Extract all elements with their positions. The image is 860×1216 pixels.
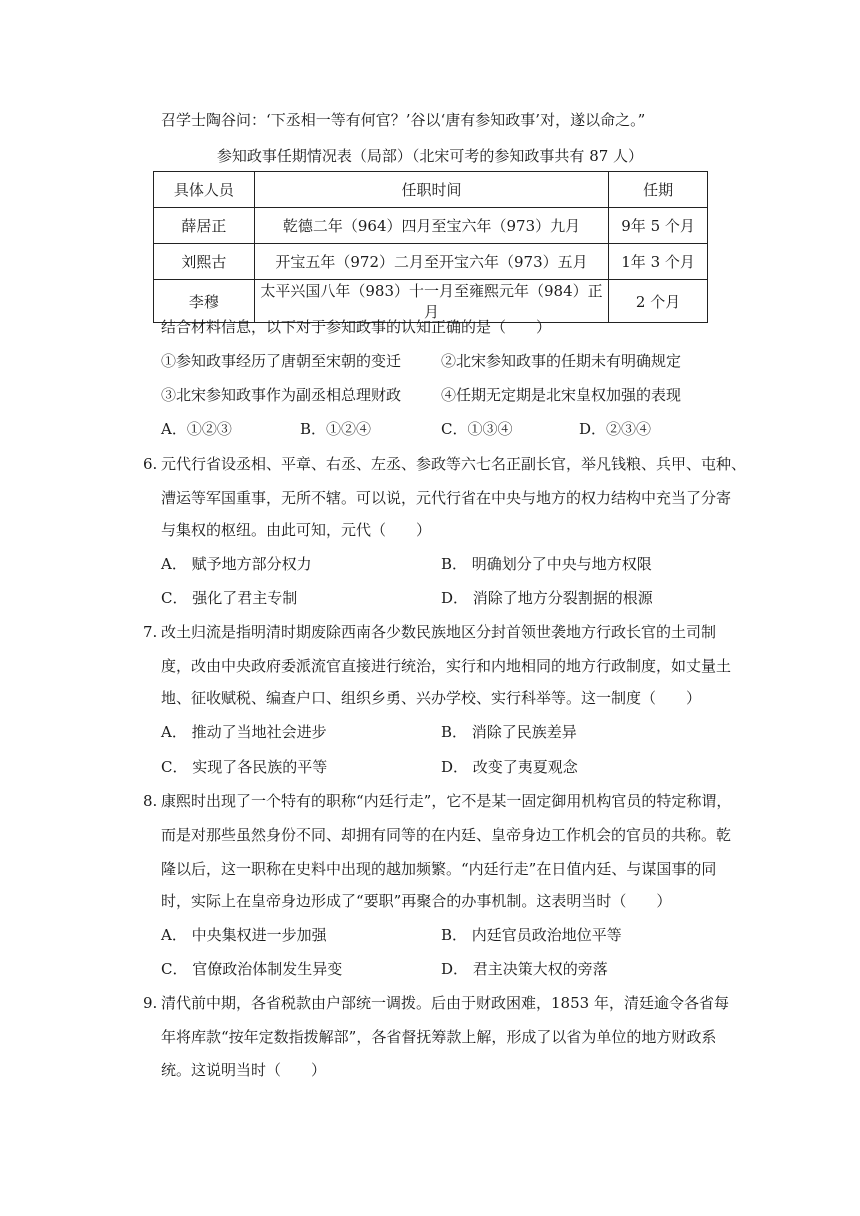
q8-option-d[interactable]: D． 君主决策大权的旁落 (441, 960, 608, 978)
q9-text-line: 清代前中期，各省税款由户部统一调拨。后由于财政困难，1853 年，清廷逾令各省每 (161, 994, 729, 1012)
q5-statement: ④任期无定期是北宋皇权加强的表现 (441, 386, 682, 404)
q8-text-line: 而是对那些虽然身份不同、却拥有同等的在内廷、皇帝身边工作机会的官员的共称。乾 (161, 826, 732, 844)
q5-option-a[interactable]: A．①②③ (161, 420, 232, 438)
q7-text-line: 度，改由中央政府委派流官直接进行统治，实行和内地相同的地方行政制度，如丈量土 (161, 657, 732, 675)
table-row (154, 208, 708, 244)
tenure-table (153, 171, 708, 323)
q7-text-line: 地、征收赋税、编查户口、组织乡勇、兴办学校、实行科举等。这一制度（ ） (161, 689, 702, 707)
q7-option-a[interactable]: A． 推动了当地社会进步 (161, 723, 327, 741)
table-cell: 1年 3 个月 (609, 244, 708, 280)
table-cell: 李穆 (154, 280, 255, 323)
table-row (154, 244, 708, 280)
table-cell: 2 个月 (609, 280, 708, 323)
q8-number: 8. (143, 792, 158, 810)
q8-option-a[interactable]: A． 中央集权进一步加强 (161, 926, 327, 944)
q6-option-c[interactable]: C． 强化了君主专制 (161, 589, 298, 607)
q7-number: 7. (143, 623, 158, 641)
material-quote: 召学士陶谷问：‘下丞相一等有何官？’谷以‘唐有参知政事’对，遂以命之。” (161, 111, 646, 129)
table-header-cell: 任职时间 (254, 172, 608, 208)
q7-option-b[interactable]: B． 消除了民族差异 (441, 723, 577, 741)
q8-option-c[interactable]: C． 官僚政治体制发生异变 (161, 960, 343, 978)
q6-number: 6. (143, 455, 158, 473)
q7-option-c[interactable]: C． 实现了各民族的平等 (161, 758, 328, 776)
q8-text-line: 时，实际上在皇帝身边形成了“要职”再聚合的办事机制。这表明当时（ ） (161, 892, 672, 910)
q5-option-c[interactable]: C．①③④ (441, 420, 513, 438)
table-cell: 太平兴国八年（983）十一月至雍熙元年（984）正月 (254, 280, 608, 323)
table-cell: 刘熙古 (154, 244, 255, 280)
q5-option-b[interactable]: B．①②④ (300, 420, 372, 438)
table-cell: 薛居正 (154, 208, 255, 244)
table-caption: 参知政事任期情况表（局部）（北宋可考的参知政事共有 87 人） (216, 147, 644, 165)
q5-statement: ②北宋参知政事的任期未有明确规定 (441, 352, 682, 370)
q5-stem: 结合材料信息，以下对于参知政事的认知正确的是（ ） (161, 318, 552, 336)
q9-number: 9. (143, 994, 158, 1012)
table-header-cell: 任期 (609, 172, 708, 208)
q5-statement: ①参知政事经历了唐朝至宋朝的变迁 (161, 352, 402, 370)
q6-text-line: 与集权的枢纽。由此可知，元代（ ） (161, 521, 432, 539)
q8-text-line: 康熙时出现了一个特有的职称“内廷行走”，它不是某一固定御用机构官员的特定称谓， (161, 792, 732, 810)
q5-option-d[interactable]: D．②③④ (579, 420, 652, 438)
q6-option-b[interactable]: B． 明确划分了中央与地方权限 (441, 555, 652, 573)
q6-text-line: 元代行省设丞相、平章、右丞、左丞、参政等六七名正副长官，举凡钱粮、兵甲、屯种、 (161, 455, 747, 473)
q7-text-line: 改土归流是指明清时期废除西南各少数民族地区分封首领世袭地方行政长官的土司制 (161, 623, 717, 641)
q5-statement: ③北宋参知政事作为副丞相总理财政 (161, 386, 402, 404)
q9-text-line: 年将库款“按年定数指拨解部”，各省督抚筹款上解，形成了以省为单位的地方财政系 (161, 1028, 717, 1046)
q6-option-a[interactable]: A． 赋予地方部分权力 (161, 555, 312, 573)
table-header-cell: 具体人员 (154, 172, 255, 208)
table-header-row (154, 172, 708, 208)
table-cell: 9年 5 个月 (609, 208, 708, 244)
table-cell: 乾德二年（964）四月至宝六年（973）九月 (254, 208, 608, 244)
q9-text-line: 统。这说明当时（ ） (161, 1061, 327, 1079)
q6-option-d[interactable]: D． 消除了地方分裂割据的根源 (441, 589, 653, 607)
q7-option-d[interactable]: D． 改变了夷夏观念 (441, 758, 578, 776)
q6-text-line: 漕运等军国重事，无所不辖。可以说，元代行省在中央与地方的权力结构中充当了分寄 (161, 489, 732, 507)
q8-text-line: 隆以后，这一职称在史料中出现的越加频繁。“内廷行走”在日值内廷、与谋国事的同 (161, 860, 717, 878)
table-cell: 开宝五年（972）二月至开宝六年（973）五月 (254, 244, 608, 280)
q8-option-b[interactable]: B． 内廷官员政治地位平等 (441, 926, 622, 944)
